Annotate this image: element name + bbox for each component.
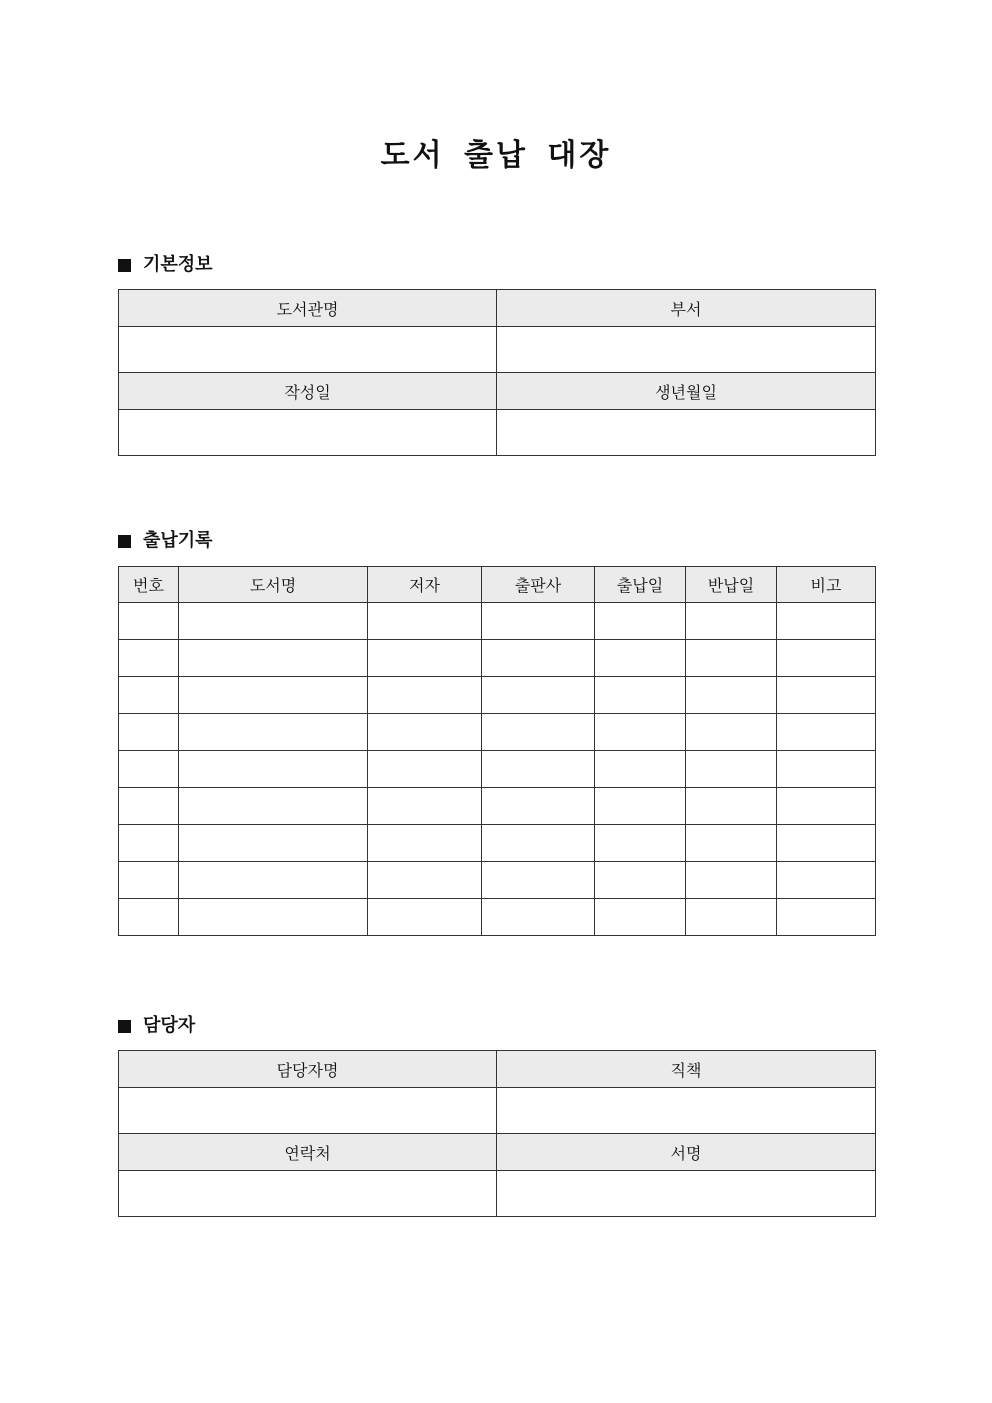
position-label: 직책: [497, 1051, 876, 1088]
record-return-date-cell[interactable]: [686, 899, 777, 936]
record-return-date-cell[interactable]: [686, 788, 777, 825]
record-remarks-cell[interactable]: [777, 677, 876, 714]
record-author-cell[interactable]: [368, 677, 482, 714]
contact-label: 연락처: [119, 1134, 497, 1171]
record-checkout-date-cell[interactable]: [595, 899, 686, 936]
basic-info-heading-text: 기본정보: [143, 254, 213, 275]
record-book-title-cell[interactable]: [179, 825, 368, 862]
record-checkout-date-cell[interactable]: [595, 640, 686, 677]
square-bullet-icon: [118, 1020, 131, 1033]
record-publisher-cell[interactable]: [482, 788, 595, 825]
record-publisher-cell[interactable]: [482, 603, 595, 640]
manager-header-row-2: [119, 1134, 876, 1171]
record-number-cell[interactable]: [119, 788, 179, 825]
square-bullet-icon: [118, 535, 131, 548]
table-row: [119, 714, 876, 751]
record-book-title-cell[interactable]: [179, 751, 368, 788]
record-checkout-date-cell[interactable]: [595, 825, 686, 862]
signature-field[interactable]: [497, 1171, 876, 1217]
record-book-title-cell[interactable]: [179, 603, 368, 640]
basic-info-value-row-1: [119, 327, 876, 373]
department-label: 부서: [497, 290, 876, 327]
library-name-label: 도서관명: [119, 290, 497, 327]
record-author-cell[interactable]: [368, 751, 482, 788]
date-written-field[interactable]: [119, 410, 497, 456]
column-header-checkout-date: 출납일: [595, 567, 686, 603]
column-header-return-date: 반납일: [686, 567, 777, 603]
record-return-date-cell[interactable]: [686, 714, 777, 751]
record-author-cell[interactable]: [368, 899, 482, 936]
manager-heading-text: 담당자: [143, 1015, 196, 1036]
record-book-title-cell[interactable]: [179, 862, 368, 899]
record-number-cell[interactable]: [119, 714, 179, 751]
basic-info-table: [118, 289, 876, 456]
record-publisher-cell[interactable]: [482, 677, 595, 714]
column-header-author: 저자: [368, 567, 482, 603]
birth-date-label: 생년월일: [497, 373, 876, 410]
record-checkout-date-cell[interactable]: [595, 714, 686, 751]
manager-value-row-2: [119, 1171, 876, 1217]
records-table: [118, 566, 876, 936]
record-checkout-date-cell[interactable]: [595, 862, 686, 899]
column-header-book-title: 도서명: [179, 567, 368, 603]
record-return-date-cell[interactable]: [686, 862, 777, 899]
record-publisher-cell[interactable]: [482, 714, 595, 751]
record-checkout-date-cell[interactable]: [595, 751, 686, 788]
contact-field[interactable]: [119, 1171, 497, 1217]
table-row: [119, 862, 876, 899]
record-number-cell[interactable]: [119, 862, 179, 899]
record-checkout-date-cell[interactable]: [595, 677, 686, 714]
record-author-cell[interactable]: [368, 640, 482, 677]
record-author-cell[interactable]: [368, 862, 482, 899]
records-body: [119, 603, 876, 936]
record-checkout-date-cell[interactable]: [595, 788, 686, 825]
position-field[interactable]: [497, 1088, 876, 1134]
signature-label: 서명: [497, 1134, 876, 1171]
record-publisher-cell[interactable]: [482, 751, 595, 788]
record-remarks-cell[interactable]: [777, 862, 876, 899]
record-publisher-cell[interactable]: [482, 825, 595, 862]
table-row: [119, 899, 876, 936]
basic-info-heading: [118, 253, 213, 277]
record-publisher-cell[interactable]: [482, 862, 595, 899]
basic-info-value-row-2: [119, 410, 876, 456]
document-title: 도서 출납 대장: [380, 138, 612, 173]
record-remarks-cell[interactable]: [777, 751, 876, 788]
birth-date-field[interactable]: [497, 410, 876, 456]
manager-heading: [118, 1014, 195, 1038]
manager-name-field[interactable]: [119, 1088, 497, 1134]
record-remarks-cell[interactable]: [777, 603, 876, 640]
manager-header-row-1: [119, 1051, 876, 1088]
column-header-remarks: 비고: [777, 567, 876, 603]
record-author-cell[interactable]: [368, 714, 482, 751]
record-book-title-cell[interactable]: [179, 788, 368, 825]
table-row: [119, 788, 876, 825]
record-author-cell[interactable]: [368, 825, 482, 862]
record-remarks-cell[interactable]: [777, 825, 876, 862]
record-remarks-cell[interactable]: [777, 899, 876, 936]
record-book-title-cell[interactable]: [179, 640, 368, 677]
basic-info-header-row-2: [119, 373, 876, 410]
column-header-publisher: 출판사: [482, 567, 595, 603]
record-return-date-cell[interactable]: [686, 751, 777, 788]
record-publisher-cell[interactable]: [482, 640, 595, 677]
manager-name-label: 담당자명: [119, 1051, 497, 1088]
record-return-date-cell[interactable]: [686, 640, 777, 677]
record-number-cell[interactable]: [119, 677, 179, 714]
manager-table: [118, 1050, 876, 1217]
table-row: [119, 677, 876, 714]
record-return-date-cell[interactable]: [686, 603, 777, 640]
record-author-cell[interactable]: [368, 788, 482, 825]
record-book-title-cell[interactable]: [179, 899, 368, 936]
record-number-cell[interactable]: [119, 640, 179, 677]
record-publisher-cell[interactable]: [482, 899, 595, 936]
department-field[interactable]: [497, 327, 876, 373]
library-name-field[interactable]: [119, 327, 497, 373]
records-header-row: [119, 567, 876, 603]
record-number-cell[interactable]: [119, 603, 179, 640]
records-heading: [118, 529, 213, 553]
record-return-date-cell[interactable]: [686, 825, 777, 862]
record-remarks-cell[interactable]: [777, 788, 876, 825]
record-book-title-cell[interactable]: [179, 714, 368, 751]
record-remarks-cell[interactable]: [777, 714, 876, 751]
record-author-cell[interactable]: [368, 603, 482, 640]
table-row: [119, 603, 876, 640]
record-return-date-cell[interactable]: [686, 677, 777, 714]
table-row: [119, 751, 876, 788]
record-checkout-date-cell[interactable]: [595, 603, 686, 640]
record-number-cell[interactable]: [119, 751, 179, 788]
record-remarks-cell[interactable]: [777, 640, 876, 677]
records-heading-text: 출납기록: [143, 530, 213, 551]
column-header-number: 번호: [119, 567, 179, 603]
record-book-title-cell[interactable]: [179, 677, 368, 714]
date-written-label: 작성일: [119, 373, 497, 410]
manager-value-row-1: [119, 1088, 876, 1134]
square-bullet-icon: [118, 259, 131, 272]
table-row: [119, 640, 876, 677]
table-row: [119, 825, 876, 862]
record-number-cell[interactable]: [119, 899, 179, 936]
basic-info-header-row-1: [119, 290, 876, 327]
record-number-cell[interactable]: [119, 825, 179, 862]
